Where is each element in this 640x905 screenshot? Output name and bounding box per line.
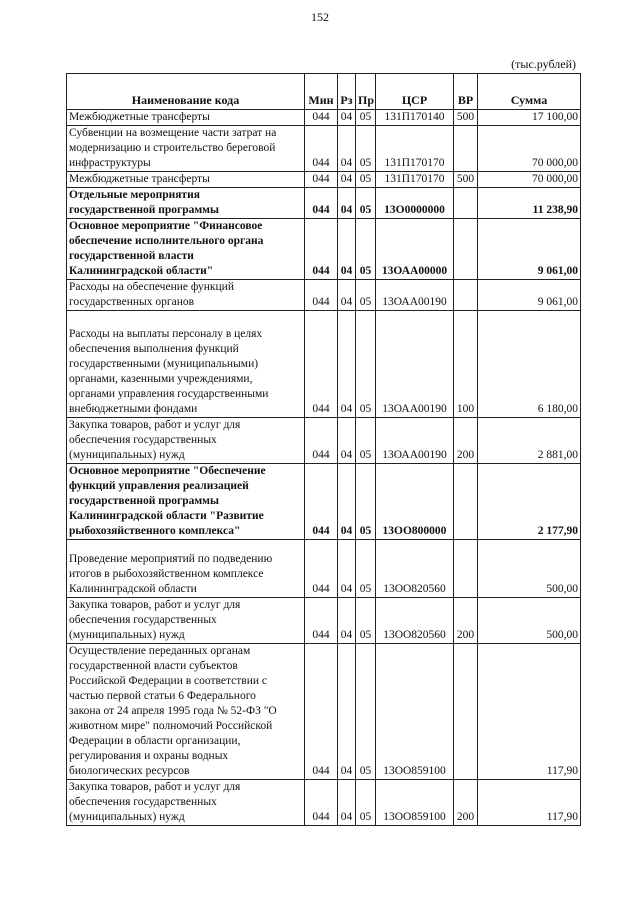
cell-vr [454,126,478,172]
cell-name: Расходы на выплаты персоналу в целях обеспечения выполнения функций государственными (муниципальными) органами, казенными учреждениями, органами управления государственными внебюджетными фондами [67,311,305,418]
cell-sum: 500,00 [478,598,581,644]
cell-rz: 04 [338,188,356,219]
cell-csr: 13ОО800000 [376,464,454,540]
cell-pr: 05 [356,418,376,464]
cell-csr: 13ОО820560 [376,598,454,644]
cell-min: 044 [305,219,338,280]
cell-pr: 05 [356,464,376,540]
table-row [67,126,581,172]
cell-rz: 04 [338,172,356,188]
table-row [67,418,581,464]
cell-rz: 04 [338,598,356,644]
cell-rz: 04 [338,280,356,311]
cell-csr: 13ОО859100 [376,780,454,826]
cell-pr: 05 [356,172,376,188]
table-row [67,540,581,598]
cell-rz: 04 [338,780,356,826]
cell-rz: 04 [338,311,356,418]
table-row [67,464,581,540]
cell-name: Межбюджетные трансферты [67,110,305,126]
table-row [67,219,581,280]
cell-name: Закупка товаров, работ и услуг для обеспечения государственных (муниципальных) нужд [67,598,305,644]
cell-name: Основное мероприятие "Обеспечение функций управления реализацией государственной программы Калининградской области "Развитие рыбохозяйственного комплекса" [67,464,305,540]
cell-csr: 13О0000000 [376,188,454,219]
cell-min: 044 [305,172,338,188]
header-vr: ВР [454,74,478,110]
cell-pr: 05 [356,780,376,826]
cell-csr: 13ОАА00190 [376,311,454,418]
cell-sum: 9 061,00 [478,219,581,280]
header-rz: Рз [338,74,356,110]
cell-vr: 100 [454,311,478,418]
cell-rz: 04 [338,110,356,126]
cell-name: Основное мероприятие "Финансовое обеспечение исполнительного органа государственной власти Калининградской области" [67,219,305,280]
cell-csr: 13ОО820560 [376,540,454,598]
table-row [67,311,581,418]
cell-vr [454,464,478,540]
cell-vr [454,540,478,598]
cell-vr [454,280,478,311]
table-row [67,644,581,780]
cell-vr [454,219,478,280]
cell-pr: 05 [356,219,376,280]
cell-pr: 05 [356,280,376,311]
cell-name: Межбюджетные трансферты [67,172,305,188]
cell-rz: 04 [338,644,356,780]
cell-csr: 13ОАА00190 [376,280,454,311]
cell-vr: 500 [454,172,478,188]
cell-name: Закупка товаров, работ и услуг для обеспечения государственных (муниципальных) нужд [67,418,305,464]
table-row [67,110,581,126]
header-csr: ЦСР [376,74,454,110]
header-row [67,74,581,110]
cell-sum: 2 881,00 [478,418,581,464]
table-row [67,780,581,826]
cell-min: 044 [305,311,338,418]
cell-pr: 05 [356,311,376,418]
cell-vr: 200 [454,418,478,464]
cell-vr: 500 [454,110,478,126]
cell-sum: 70 000,00 [478,172,581,188]
cell-min: 044 [305,780,338,826]
cell-csr: 13ОО859100 [376,644,454,780]
cell-min: 044 [305,418,338,464]
cell-csr: 131П170170 [376,126,454,172]
cell-name: Отдельные мероприятия государственной программы [67,188,305,219]
cell-sum: 500,00 [478,540,581,598]
header-min: Мин [305,74,338,110]
cell-name: Закупка товаров, работ и услуг для обеспечения государственных (муниципальных) нужд [67,780,305,826]
cell-vr [454,644,478,780]
cell-name: Расходы на обеспечение функций государственных органов [67,280,305,311]
cell-pr: 05 [356,126,376,172]
cell-sum: 17 100,00 [478,110,581,126]
cell-pr: 05 [356,598,376,644]
cell-min: 044 [305,644,338,780]
cell-csr: 131П170140 [376,110,454,126]
budget-table [66,73,581,826]
cell-sum: 9 061,00 [478,280,581,311]
cell-name: Субвенции на возмещение части затрат на модернизацию и строительство береговой инфраструктуры [67,126,305,172]
cell-rz: 04 [338,126,356,172]
cell-name: Осуществление переданных органам государственной власти субъектов Российской Федерации в соответствии с частью первой статьи 6 Федерального закона от 24 апреля 1995 года № 52-ФЗ "О животном мире" полномочий Российской Федерации в области организации, регулирования и охраны водных биологических ресурсов [67,644,305,780]
table-row [67,188,581,219]
cell-min: 044 [305,110,338,126]
table-row [67,598,581,644]
table-row [67,280,581,311]
cell-sum: 70 000,00 [478,126,581,172]
cell-min: 044 [305,540,338,598]
cell-pr: 05 [356,188,376,219]
cell-sum: 2 177,90 [478,464,581,540]
cell-vr: 200 [454,780,478,826]
cell-min: 044 [305,464,338,540]
cell-rz: 04 [338,464,356,540]
cell-pr: 05 [356,110,376,126]
cell-name: Проведение мероприятий по подведению итогов в рыбохозяйственном комплексе Калининградской области [67,540,305,598]
cell-rz: 04 [338,418,356,464]
unit-label: (тыс.рублей) [511,57,576,71]
cell-min: 044 [305,188,338,219]
cell-vr [454,188,478,219]
cell-sum: 117,90 [478,780,581,826]
cell-csr: 13ОАА00190 [376,418,454,464]
cell-sum: 6 180,00 [478,311,581,418]
cell-pr: 05 [356,644,376,780]
cell-csr: 131П170170 [376,172,454,188]
cell-csr: 13ОАА00000 [376,219,454,280]
cell-rz: 04 [338,540,356,598]
cell-sum: 11 238,90 [478,188,581,219]
header-sum: Сумма [478,74,581,110]
page-number: 152 [311,10,329,24]
cell-rz: 04 [338,219,356,280]
cell-vr: 200 [454,598,478,644]
cell-min: 044 [305,280,338,311]
header-pr: Пр [356,74,376,110]
cell-sum: 117,90 [478,644,581,780]
cell-min: 044 [305,126,338,172]
cell-pr: 05 [356,540,376,598]
table-row [67,172,581,188]
header-name: Наименование кода [67,74,305,110]
cell-min: 044 [305,598,338,644]
